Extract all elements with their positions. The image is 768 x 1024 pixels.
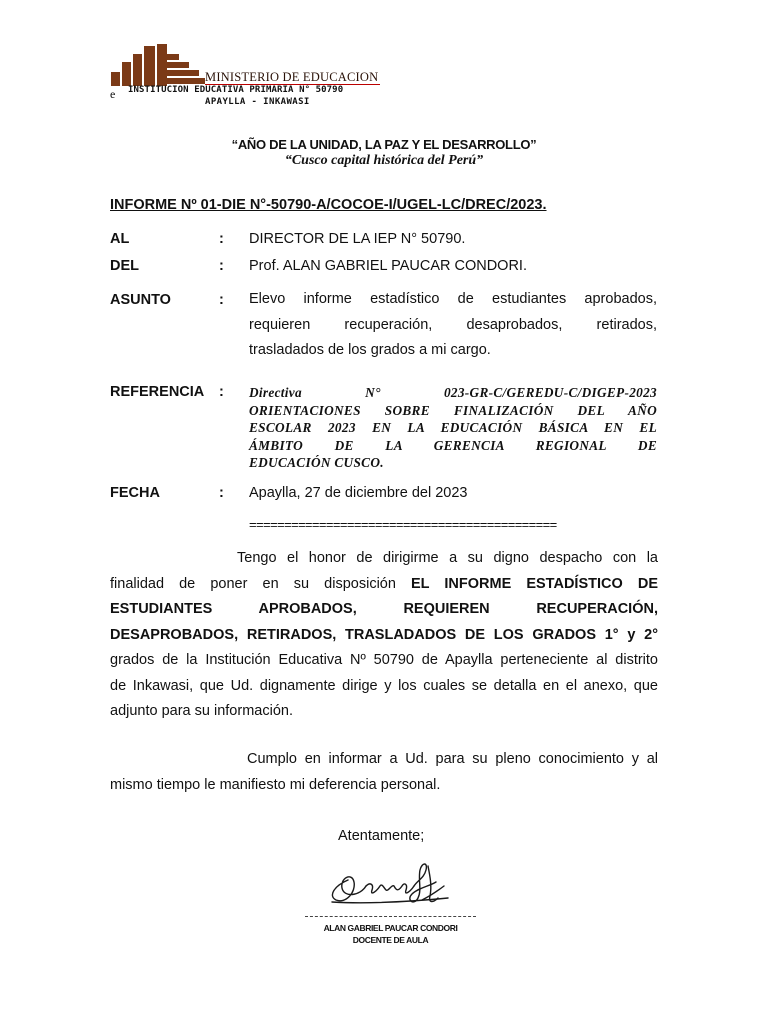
field-fecha-value: Apaylla, 27 de diciembre del 2023 — [249, 485, 468, 501]
paragraph-line: de Inkawasi, que Ud. dignamente dirige y los cuales se detalla en el anexo, que — [110, 677, 658, 694]
signer-role: DOCENTE DE AULA — [352, 935, 429, 945]
field-del-label: DEL — [110, 258, 139, 274]
field-al-label: AL — [110, 231, 130, 247]
year-motto: “AÑO DE LA UNIDAD, LA PAZ Y EL DESARROLLO” — [231, 137, 537, 152]
field-asunto-value — [249, 287, 657, 364]
ministry-name: MINISTERIO DE EDUCACION — [205, 70, 379, 84]
body-paragraph-1 — [110, 546, 658, 725]
field-del-colon: : — [219, 258, 224, 274]
paragraph-line: mismo tiempo le manifiesto mi deferencia personal. — [110, 776, 441, 793]
field-al-value: DIRECTOR DE LA IEP N° 50790. — [249, 231, 466, 247]
separator-line: ============================================ — [249, 517, 557, 532]
field-fecha-label: FECHA — [110, 485, 160, 501]
signer-name: ALAN GABRIEL PAUCAR CONDORI — [323, 923, 458, 933]
referencia-line: EDUCACIÓN CUSCO. — [249, 455, 384, 470]
referencia-line: ORIENTACIONES SOBRE FINALIZACIÓN DEL AÑO — [249, 402, 657, 418]
field-referencia-value — [249, 384, 657, 472]
asunto-line: requieren recuperación, desaprobados, retirados, — [249, 316, 657, 333]
paragraph-line: Cumplo en informar a Ud. para su pleno conocimiento y al — [247, 751, 658, 767]
field-asunto-colon: : — [219, 292, 224, 308]
asunto-line: trasladados de los grados a mi cargo. — [249, 342, 491, 358]
field-referencia-label: REFERENCIA — [110, 384, 205, 400]
signature-image — [326, 856, 456, 910]
paragraph-bold-line: DESAPROBADOS, RETIRADOS, TRASLADADOS DE LOS GRADOS 1° y 2° — [110, 626, 658, 643]
field-del-value: Prof. ALAN GABRIEL PAUCAR CONDORI. — [249, 258, 527, 274]
field-referencia-colon: : — [219, 384, 224, 400]
field-asunto-label: ASUNTO — [110, 292, 171, 308]
paragraph-bold-text: EL INFORME ESTADÍSTICO DE — [411, 575, 658, 592]
school-prefix: e — [110, 87, 116, 101]
closing-salutation: Atentamente; — [338, 828, 425, 844]
paragraph-text: finalidad de poner en su disposición — [110, 575, 412, 592]
subtitle: “Cusco capital histórica del Perú” — [284, 153, 484, 168]
referencia-line: Directiva N° 023-GR-C/GEREDU-C/DIGEP-2023 — [249, 385, 657, 400]
school-name: INSTITUCION EDUCATIVA PRIMARIA N° 50790 — [128, 85, 344, 95]
ministry-logo — [111, 44, 211, 86]
paragraph-line — [110, 572, 658, 598]
signature-line — [305, 916, 476, 917]
report-number: INFORME Nº 01-DIE N°-50790-A/COCOE-I/UGEL-LC/DREC/2023. — [110, 197, 547, 213]
field-al-colon: : — [219, 231, 224, 247]
paragraph-bold-line: ESTUDIANTES APROBADOS, REQUIEREN RECUPERACIÓN, — [110, 601, 658, 617]
field-fecha-colon: : — [219, 485, 224, 501]
paragraph-line: grados de la Institución Educativa Nº 50790 de Apaylla perteneciente al distrito — [110, 652, 658, 668]
paragraph-line: Tengo el honor de dirigirme a su digno despacho con la — [237, 550, 658, 566]
referencia-line: ÁMBITO DE LA GERENCIA REGIONAL DE — [249, 437, 657, 453]
asunto-line: Elevo informe estadístico de estudiantes aprobados, — [249, 291, 657, 307]
referencia-line: ESCOLAR 2023 EN LA EDUCACIÓN BÁSICA EN EL — [249, 420, 657, 435]
body-paragraph-2 — [110, 747, 658, 798]
school-location: APAYLLA - INKAWASI — [205, 97, 310, 107]
paragraph-line: adjunto para su información. — [110, 703, 293, 719]
